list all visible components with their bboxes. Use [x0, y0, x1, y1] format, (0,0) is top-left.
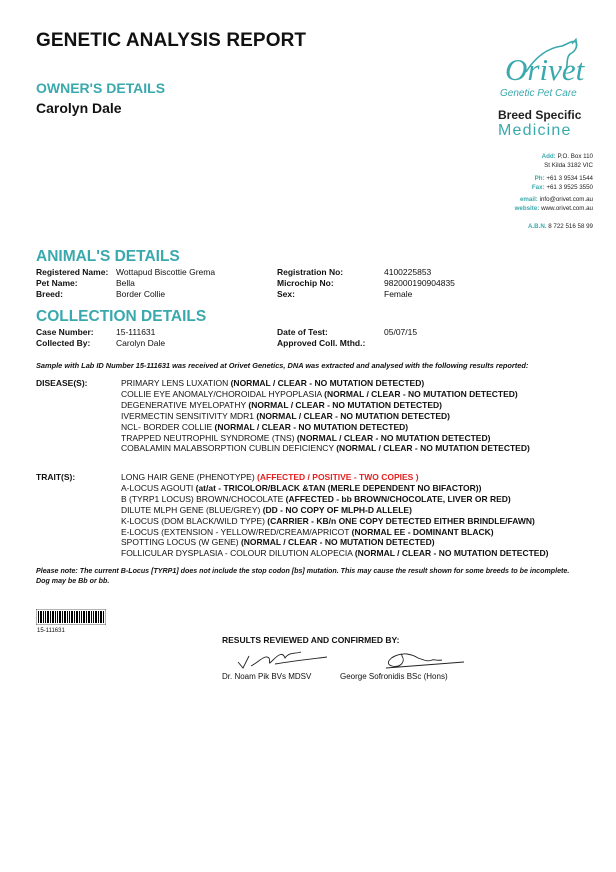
trait-name: LONG HAIR GENE (PHENOTYPE) — [121, 472, 258, 482]
logo-line1: Breed Specific — [498, 108, 582, 122]
date-of-test-label: Date of Test: — [277, 327, 328, 337]
disease-result: (NORMAL / CLEAR - NO MUTATION DETECTED) — [324, 388, 518, 399]
logo-tagline: Genetic Pet Care — [500, 88, 577, 99]
list-item — [121, 422, 530, 433]
trait-name: FOLLICULAR DYSPLASIA - COLOUR DILUTION ALOPECIA — [121, 548, 355, 559]
list-item — [121, 443, 530, 454]
barcode-icon — [36, 609, 106, 625]
pet-name-value: Bella — [116, 278, 135, 288]
trait-result: (AFFECTED / POSITIVE - TWO COPIES ) — [257, 472, 419, 482]
contact-abn — [528, 223, 593, 232]
trait-name: A-LOCUS AGOUTI — [121, 482, 196, 493]
list-item — [121, 400, 530, 411]
trait-name: E-LOCUS (EXTENSION - YELLOW/RED/CREAM/APRICOT — [121, 526, 352, 537]
disease-name: DEGENERATIVE MYELOPATHY — [121, 399, 249, 410]
signatory-1: Dr. Noam Pik BVs MDSV — [222, 672, 312, 681]
list-item — [121, 494, 548, 505]
trait-result: (CARRIER - KB/n ONE COPY DETECTED EITHER BRINDLE/FAWN) — [267, 515, 535, 526]
contact-fax-label: Fax: — [531, 183, 545, 191]
disease-name: NCL- BORDER COLLIE — [121, 421, 215, 432]
contact-web — [515, 196, 593, 213]
trait-name: K-LOCUS (DOM BLACK/WILD TYPE) — [121, 515, 268, 526]
approved-method-label: Approved Coll. Mthd.: — [277, 338, 366, 348]
trait-result: (NORMAL EE - DOMINANT BLACK) — [351, 526, 494, 537]
contact-email[interactable]: info@orivet.com.au — [539, 196, 593, 203]
contact-website[interactable]: www.orivet.com.au — [541, 204, 593, 212]
microchip-no-label: Microchip No: — [277, 278, 334, 288]
collected-by-value: Carolyn Dale — [116, 338, 166, 348]
contact-email-label: email: — [519, 196, 538, 203]
disease-name: TRAPPED NEUTROPHIL SYNDROME (TNS) — [121, 432, 297, 443]
list-item — [121, 505, 548, 516]
trait-name: B (TYRP1 LOCUS) BROWN/CHOCOLATE — [121, 493, 286, 504]
disease-name: COLLIE EYE ANOMALY/CHOROIDAL HYPOPLASIA — [121, 388, 325, 399]
list-item — [121, 411, 530, 422]
sample-note: Sample with Lab ID Number 15-111631 was received at Orivet Genetics, DNA was extracted and analysed with the following results reported: — [36, 361, 529, 370]
date-of-test-value: 05/07/15 — [384, 327, 418, 337]
list-item — [121, 389, 530, 400]
contact-fax: +61 3 9525 3550 — [546, 183, 593, 191]
collected-by-label: Collected By: — [36, 338, 91, 348]
case-number-label: Case Number: — [36, 327, 94, 337]
list-item — [121, 433, 530, 444]
reviewed-heading: RESULTS REVIEWED AND CONFIRMED BY: — [222, 635, 400, 645]
trait-result: (NORMAL / CLEAR - NO MUTATION DETECTED) — [354, 548, 549, 559]
disease-result: (NORMAL / CLEAR - NO MUTATION DETECTED) — [248, 399, 442, 410]
registration-no-value: 4100225853 — [384, 267, 432, 277]
owner-heading: OWNER'S DETAILS — [36, 80, 166, 96]
list-item — [121, 378, 530, 389]
collection-heading: COLLECTION DETAILS — [36, 308, 207, 325]
case-number-value: 15-111631 — [116, 327, 156, 337]
signatory-2: George Sofronidis BSc (Hons) — [340, 672, 448, 681]
trait-result: (NORMAL / CLEAR - NO MUTATION DETECTED) — [240, 537, 435, 548]
disease-result: (NORMAL / CLEAR - NO MUTATION DETECTED) — [230, 378, 425, 388]
disease-result: (NORMAL / CLEAR - NO MUTATION DETECTED) — [296, 432, 491, 443]
list-item — [121, 516, 548, 527]
disease-result: (NORMAL / CLEAR - NO MUTATION DETECTED) — [336, 443, 530, 454]
contact-abn: 8 722 516 58 99 — [548, 223, 593, 230]
animal-heading: ANIMAL'S DETAILS — [36, 248, 180, 265]
sex-label: Sex: — [277, 289, 295, 299]
trait-name: DILUTE MLPH GENE (BLUE/GREY) — [121, 504, 263, 515]
barcode-text: 15-111631 — [37, 628, 65, 634]
sex-value: Female — [384, 289, 413, 299]
pet-name-label: Pet Name: — [36, 278, 78, 288]
please-note-line2: Dog may be Bb or bb. — [36, 577, 110, 585]
disease-name: COBALAMIN MALABSORPTION CUBLIN DEFICIENCY — [121, 443, 337, 454]
contact-address — [542, 153, 593, 170]
registration-no-label: Registration No: — [277, 267, 344, 277]
logo-line2: Medicine — [498, 122, 572, 139]
logo-brand: Orivet — [505, 52, 585, 87]
trait-result: (AFFECTED - bb BROWN/CHOCOLATE, LIVER OR RED) — [285, 493, 511, 504]
diseases-list — [121, 378, 530, 454]
traits-list — [121, 472, 548, 559]
contact-abn-label: A.B.N. — [527, 223, 547, 230]
microchip-no-value: 982000190904835 — [384, 278, 455, 288]
contact-website-label: website: — [514, 204, 540, 212]
registered-name-label: Registered Name: — [36, 267, 109, 277]
contact-ph: +61 3 9534 1544 — [546, 175, 593, 182]
list-item — [121, 483, 548, 494]
trait-name: SPOTTING LOCUS (W GENE) — [121, 537, 241, 548]
contact-add-label: Add: — [541, 153, 556, 160]
report-title: GENETIC ANALYSIS REPORT — [36, 30, 307, 51]
list-item — [121, 527, 548, 538]
signature-1 — [235, 648, 330, 672]
contact-phone — [532, 175, 593, 192]
trait-result: (DD - NO COPY OF MLPH-D ALLELE) — [262, 504, 412, 515]
list-item — [121, 472, 548, 483]
breed-label: Breed: — [36, 289, 63, 299]
registered-name-value: Wottapud Biscottie Grema — [116, 267, 216, 277]
traits-label: TRAIT(S): — [36, 472, 76, 482]
disease-result: (NORMAL / CLEAR - NO MUTATION DETECTED) — [214, 421, 409, 432]
contact-add-line1: P.O. Box 110 — [557, 153, 593, 160]
list-item — [121, 548, 548, 559]
owner-name: Carolyn Dale — [36, 100, 122, 116]
diseases-label: DISEASE(S): — [36, 378, 88, 388]
disease-name: PRIMARY LENS LUXATION — [121, 378, 231, 388]
please-note-line1: Please note: The current B-Locus [TYRP1] does not include the stop codon [bs] mutation. This may cause the result shown for some breeds to be incomplete. — [36, 567, 570, 575]
disease-result: (NORMAL / CLEAR - NO MUTATION DETECTED) — [256, 410, 450, 421]
breed-value: Border Collie — [116, 289, 166, 299]
contact-ph-label: Ph: — [534, 175, 545, 182]
list-item — [121, 537, 548, 548]
signature-2 — [372, 648, 467, 672]
disease-name: IVERMECTIN SENSITIVITY MDR1 — [121, 410, 257, 421]
trait-result: (at/at - TRICOLOR/BLACK &TAN (MERLE DEPENDENT NO BIFACTOR)) — [195, 482, 482, 493]
contact-add-line2: St Kilda 3182 VIC — [544, 161, 593, 169]
